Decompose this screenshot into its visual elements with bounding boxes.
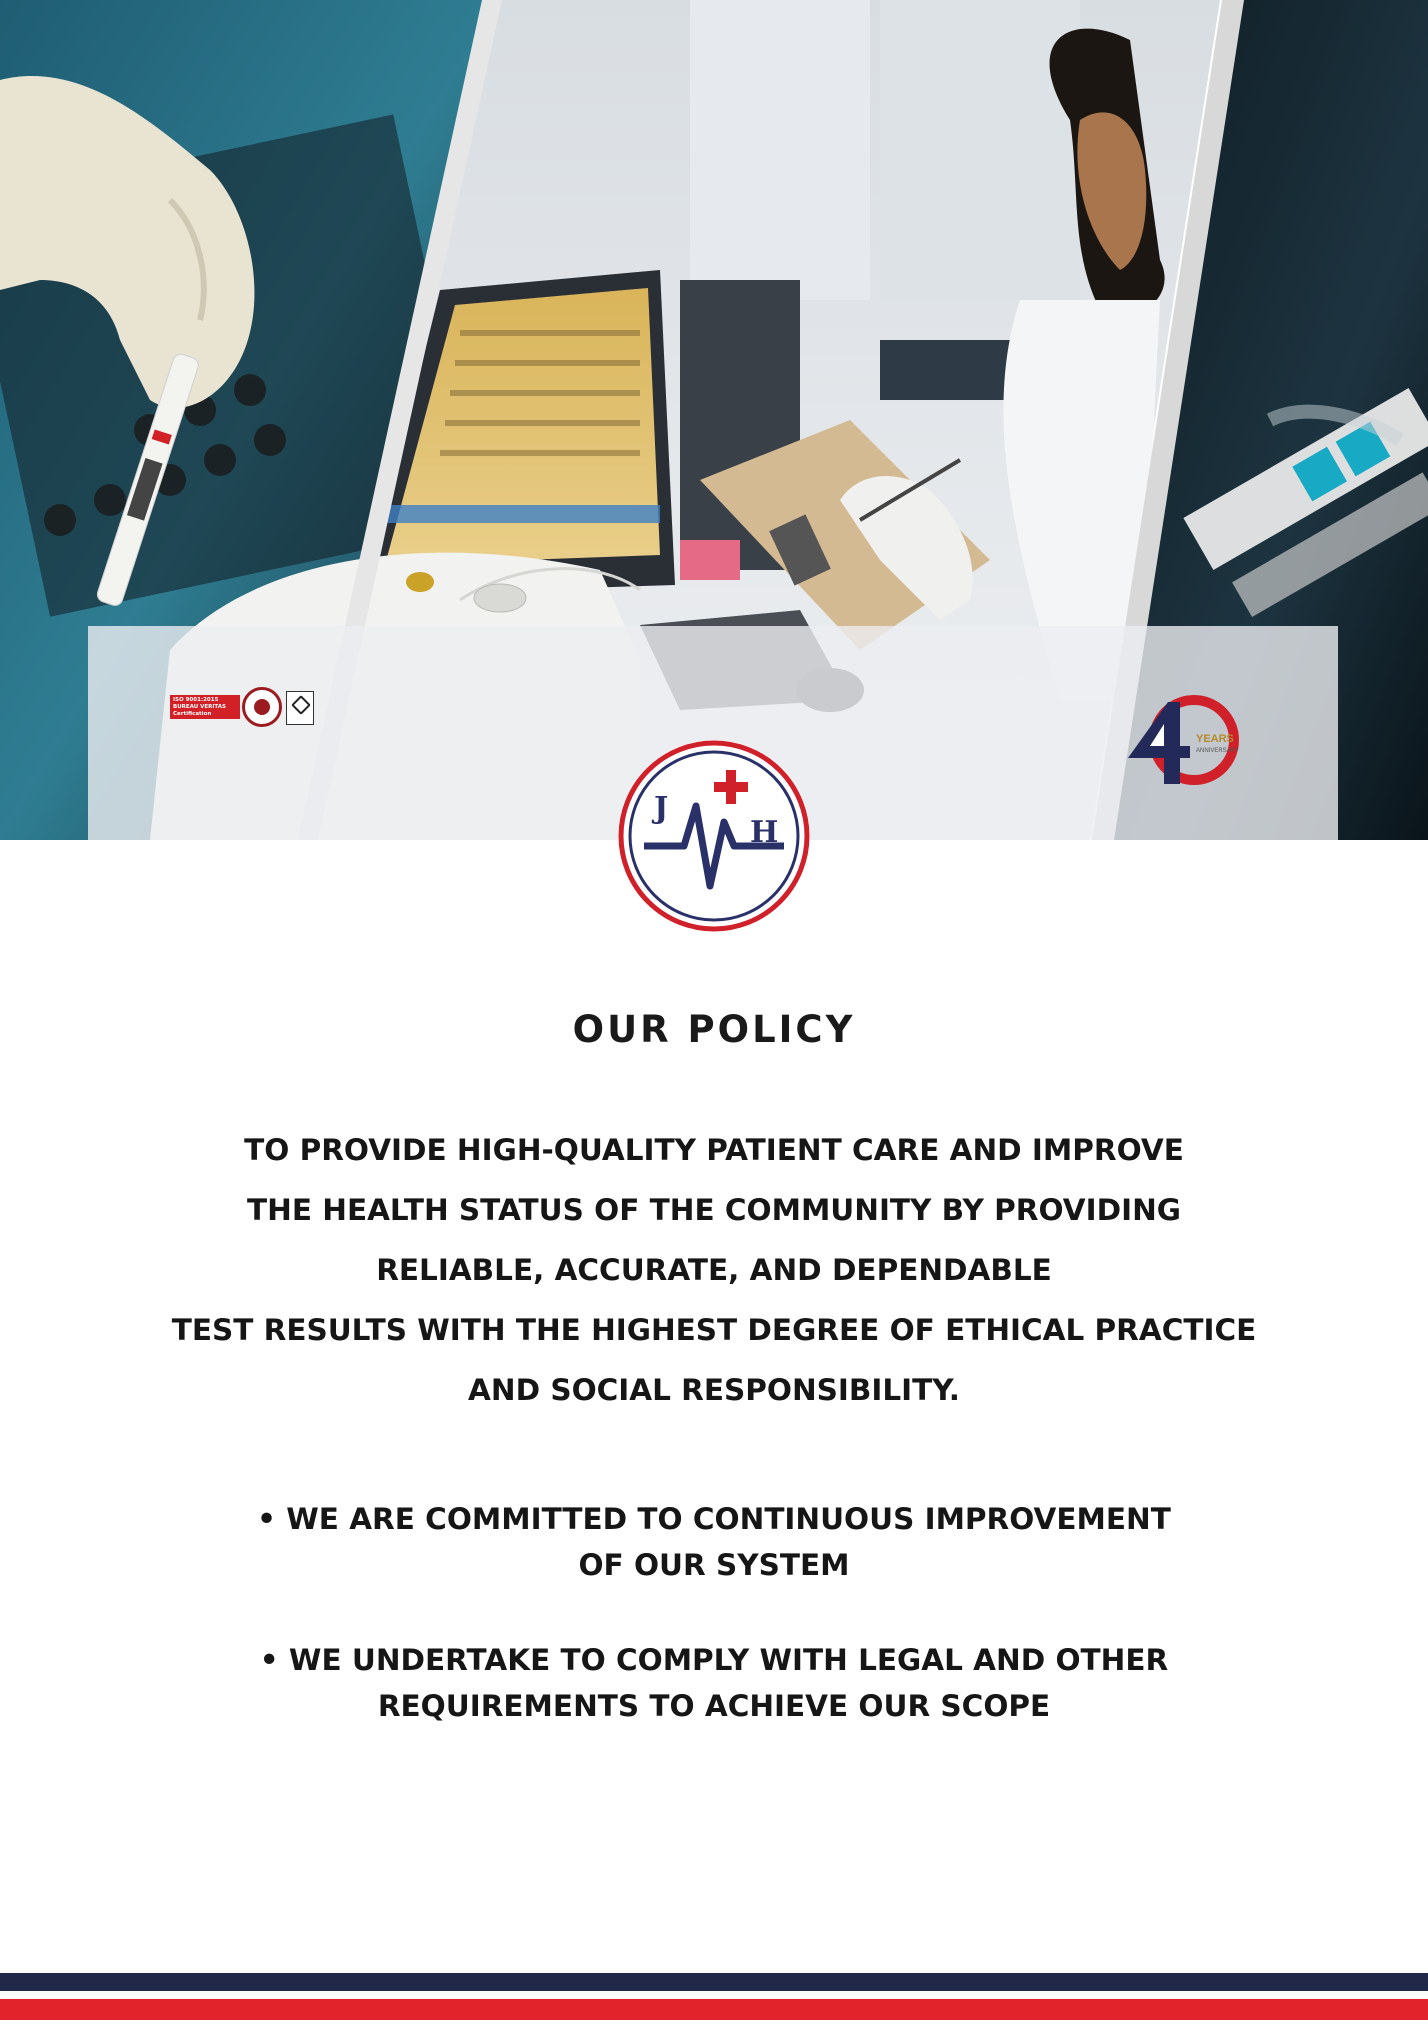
bullet-line: • WE UNDERTAKE TO COMPLY WITH LEGAL AND OTHER	[259, 1643, 1169, 1677]
policy-line: THE HEALTH STATUS OF THE COMMUNITY BY PROVIDING	[247, 1193, 1181, 1227]
logo-letter-h: H	[750, 815, 779, 850]
policy-line: AND SOCIAL RESPONSIBILITY.	[468, 1373, 960, 1407]
bullet-dot-icon: •	[257, 1502, 276, 1536]
policy-line: TEST RESULTS WITH THE HIGHEST DEGREE OF ETHICAL PRACTICE	[171, 1313, 1257, 1347]
jmh-hospital-logo	[614, 736, 814, 936]
iso-line: ISO 9001:2015	[173, 697, 219, 703]
bullet-line: • WE ARE COMMITTED TO CONTINUOUS IMPROVEMENT	[257, 1502, 1171, 1536]
logo-letter-j: J	[654, 791, 669, 826]
bullet-line: REQUIREMENTS TO ACHIEVE OUR SCOPE	[377, 1689, 1051, 1723]
bureau-veritas-seal-icon	[242, 687, 282, 727]
bullet-line: OF OUR SYSTEM	[578, 1548, 850, 1582]
footer-navy-bar	[0, 1973, 1428, 1991]
anniversary-sub: ANNIVERSARY	[1196, 748, 1239, 754]
footer-red-bar	[0, 1999, 1428, 2020]
anniversary-years: YEARS	[1196, 733, 1234, 745]
anniversary-40-logo	[1120, 688, 1240, 798]
bureau-veritas-label	[170, 695, 240, 719]
policy-line: TO PROVIDE HIGH-QUALITY PATIENT CARE AND IMPROVE	[244, 1133, 1184, 1167]
policy-statement	[60, 1120, 1368, 1420]
policy-bullet	[60, 1496, 1368, 1588]
bv-line: BUREAU VERITAS	[173, 704, 226, 710]
cert-line: Certification	[173, 711, 212, 717]
certification-badges	[170, 687, 312, 727]
bullet-dot-icon: •	[259, 1643, 279, 1677]
policy-line: RELIABLE, ACCURATE, AND DEPENDABLE	[376, 1253, 1052, 1287]
ukas-crown-icon	[286, 691, 314, 725]
policy-bullet	[60, 1637, 1368, 1729]
policy-title: OUR POLICY	[572, 1008, 856, 1051]
